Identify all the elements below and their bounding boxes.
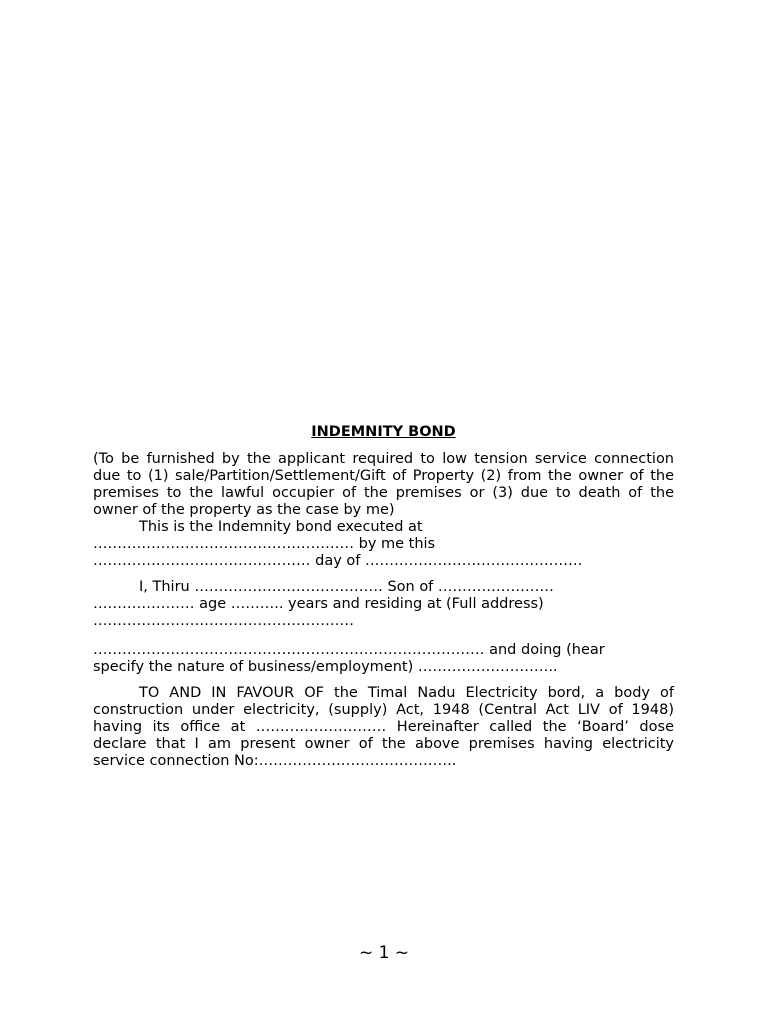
document-title: INDEMNITY BOND [311,424,456,440]
document-body [93,424,674,770]
thiru-line-1: I, Thiru ………………………………… Son of …………………… [139,579,554,595]
business-line-1: ……………………………………………………………………… and doing (hear [93,642,605,658]
executed-line-2: ……………………………………………… by me this [93,536,436,552]
business-line-2: specify the nature of business/employment) ……………………….. [93,659,558,675]
favour-paragraph: TO AND IN FAVOUR OF the Timal Nadu Electricity bord, a body of construction under electricity, (supply) Act, 1948 (Central Act LIV of 1948) having its office at ……………………… Hereinafter called the ‘Board’ dose declare that I am present owner of the above premises having electricity service connection No:………………………………….. [93,685,674,769]
thiru-section [93,579,674,630]
executed-line-3: ……………………………………… day of ……………………………………… [93,553,583,569]
executed-section [93,519,674,570]
business-section [93,642,674,676]
page-number: ~ 1 ~ [358,943,410,963]
intro-paragraph: (To be furnished by the applicant required to low tension service connection due to (1) sale/Partition/Settlement/Gift of Property (2) from the owner of the premises to the lawful occupier of the premises or (3) due to death of the owner of the property as the case by me) [93,451,674,518]
thiru-line-3: ……………………………………………… [93,613,354,629]
thiru-line-2: ………………… age ……….. years and residing at (Full address) [93,596,544,612]
executed-line-1: This is the Indemnity bond executed at [139,519,423,535]
